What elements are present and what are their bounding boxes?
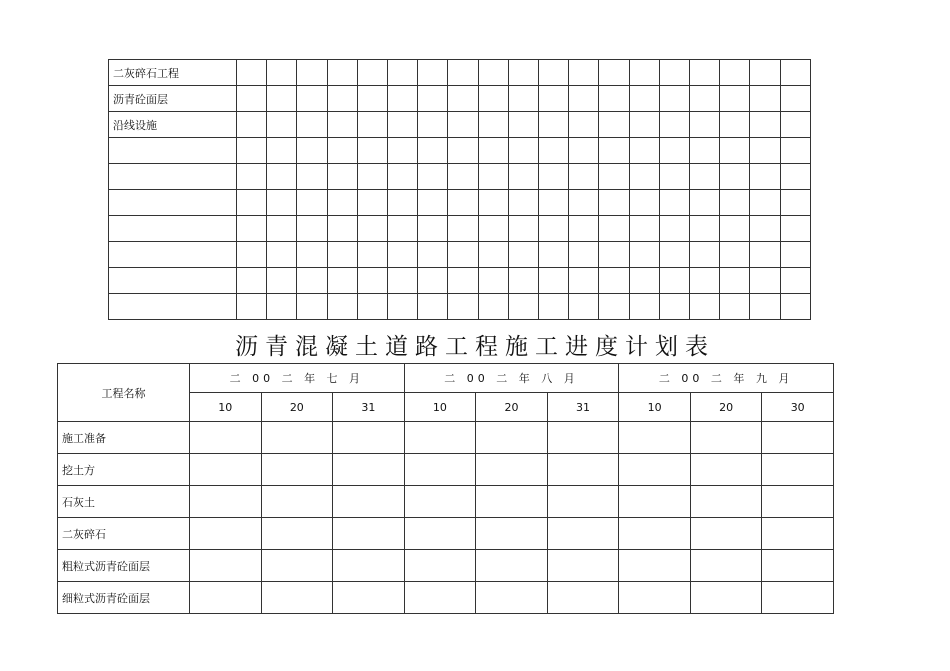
task-row — [58, 454, 834, 486]
schedule-cell — [297, 242, 327, 268]
schedule-cell — [599, 86, 629, 112]
schedule-cell — [599, 60, 629, 86]
schedule-cell — [569, 60, 599, 86]
schedule-cell — [404, 486, 476, 518]
schedule-cell — [508, 294, 538, 320]
schedule-cell — [478, 242, 508, 268]
schedule-cell — [750, 138, 780, 164]
top-table-row — [109, 138, 811, 164]
schedule-cell — [476, 486, 548, 518]
schedule-cell — [599, 112, 629, 138]
schedule-cell — [750, 216, 780, 242]
day-header: 20 — [690, 393, 762, 422]
schedule-cell — [659, 190, 689, 216]
schedule-cell — [267, 112, 297, 138]
schedule-cell — [508, 112, 538, 138]
schedule-cell — [418, 294, 448, 320]
schedule-cell — [237, 164, 267, 190]
schedule-cell — [780, 86, 810, 112]
task-row — [58, 582, 834, 614]
schedule-cell — [547, 454, 619, 486]
top-row-label — [109, 294, 237, 320]
schedule-cell — [297, 268, 327, 294]
schedule-cell — [478, 190, 508, 216]
schedule-cell — [720, 268, 750, 294]
top-row-label — [109, 216, 237, 242]
day-header: 10 — [190, 393, 262, 422]
schedule-cell — [659, 164, 689, 190]
top-table-row — [109, 242, 811, 268]
schedule-cell — [297, 190, 327, 216]
schedule-cell — [690, 454, 762, 486]
top-table-row — [109, 60, 811, 86]
schedule-cell — [448, 164, 478, 190]
schedule-cell — [569, 190, 599, 216]
schedule-cell — [599, 138, 629, 164]
schedule-cell — [237, 268, 267, 294]
top-row-label — [109, 268, 237, 294]
schedule-cell — [237, 190, 267, 216]
schedule-cell — [750, 112, 780, 138]
schedule-cell — [780, 164, 810, 190]
day-header: 31 — [333, 393, 405, 422]
schedule-cell — [659, 138, 689, 164]
schedule-cell — [327, 268, 357, 294]
task-label: 挖土方 — [58, 454, 190, 486]
schedule-cell — [629, 242, 659, 268]
schedule-cell — [261, 454, 333, 486]
schedule-cell — [261, 582, 333, 614]
schedule-cell — [599, 164, 629, 190]
schedule-cell — [357, 268, 387, 294]
schedule-cell — [690, 518, 762, 550]
schedule-cell — [448, 138, 478, 164]
schedule-cell — [539, 268, 569, 294]
schedule-cell — [327, 190, 357, 216]
top-row-label — [109, 164, 237, 190]
task-row — [58, 422, 834, 454]
schedule-cell — [599, 216, 629, 242]
schedule-cell — [629, 294, 659, 320]
month-header: 二 00 二 年 九 月 — [619, 364, 834, 393]
schedule-cell — [448, 242, 478, 268]
schedule-cell — [690, 242, 720, 268]
schedule-cell — [297, 164, 327, 190]
schedule-cell — [690, 190, 720, 216]
schedule-cell — [659, 216, 689, 242]
schedule-cell — [720, 112, 750, 138]
day-header: 10 — [619, 393, 691, 422]
schedule-cell — [780, 242, 810, 268]
schedule-cell — [388, 60, 418, 86]
schedule-cell — [750, 190, 780, 216]
schedule-cell — [659, 242, 689, 268]
schedule-cell — [357, 60, 387, 86]
schedule-cell — [261, 550, 333, 582]
schedule-cell — [418, 138, 448, 164]
schedule-cell — [237, 112, 267, 138]
schedule-cell — [690, 582, 762, 614]
schedule-cell — [750, 242, 780, 268]
schedule-cell — [780, 138, 810, 164]
schedule-cell — [357, 242, 387, 268]
schedule-cell — [357, 216, 387, 242]
schedule-cell — [720, 164, 750, 190]
schedule-cell — [619, 486, 691, 518]
schedule-cell — [448, 294, 478, 320]
schedule-cell — [478, 294, 508, 320]
schedule-cell — [547, 518, 619, 550]
schedule-cell — [762, 422, 834, 454]
schedule-cell — [267, 216, 297, 242]
schedule-cell — [508, 164, 538, 190]
schedule-cell — [720, 216, 750, 242]
schedule-cell — [190, 454, 262, 486]
schedule-cell — [690, 138, 720, 164]
schedule-cell — [267, 190, 297, 216]
day-header: 20 — [476, 393, 548, 422]
schedule-cell — [333, 454, 405, 486]
schedule-cell — [547, 486, 619, 518]
schedule-cell — [478, 112, 508, 138]
schedule-cell — [547, 550, 619, 582]
schedule-cell — [476, 454, 548, 486]
schedule-cell — [508, 242, 538, 268]
schedule-cell — [333, 550, 405, 582]
schedule-cell — [267, 86, 297, 112]
schedule-cell — [333, 486, 405, 518]
schedule-cell — [780, 216, 810, 242]
schedule-cell — [720, 294, 750, 320]
schedule-cell — [190, 582, 262, 614]
schedule-cell — [539, 112, 569, 138]
schedule-cell — [327, 60, 357, 86]
schedule-cell — [418, 216, 448, 242]
schedule-cell — [327, 242, 357, 268]
schedule-cell — [762, 582, 834, 614]
schedule-cell — [547, 582, 619, 614]
schedule-cell — [388, 112, 418, 138]
schedule-cell — [388, 294, 418, 320]
schedule-cell — [629, 190, 659, 216]
schedule-cell — [569, 216, 599, 242]
schedule-cell — [508, 86, 538, 112]
schedule-cell — [478, 86, 508, 112]
schedule-cell — [539, 138, 569, 164]
schedule-cell — [569, 86, 599, 112]
top-row-label: 二灰碎石工程 — [109, 60, 237, 86]
schedule-cell — [690, 86, 720, 112]
schedule-cell — [418, 60, 448, 86]
schedule-cell — [569, 164, 599, 190]
schedule-cell — [476, 550, 548, 582]
schedule-cell — [569, 268, 599, 294]
schedule-cell — [780, 112, 810, 138]
day-header: 30 — [762, 393, 834, 422]
schedule-cell — [357, 138, 387, 164]
schedule-cell — [720, 242, 750, 268]
schedule-cell — [237, 138, 267, 164]
task-label: 石灰土 — [58, 486, 190, 518]
schedule-cell — [780, 268, 810, 294]
schedule-cell — [418, 164, 448, 190]
task-label: 粗粒式沥青砼面层 — [58, 550, 190, 582]
top-table-row — [109, 216, 811, 242]
schedule-cell — [619, 518, 691, 550]
top-table-row — [109, 112, 811, 138]
schedule-cell — [388, 268, 418, 294]
schedule-cell — [629, 164, 659, 190]
schedule-cell — [190, 518, 262, 550]
schedule-cell — [690, 486, 762, 518]
schedule-cell — [629, 268, 659, 294]
schedule-cell — [599, 294, 629, 320]
schedule-cell — [267, 60, 297, 86]
schedule-cell — [539, 294, 569, 320]
schedule-cell — [476, 422, 548, 454]
schedule-table — [57, 363, 834, 614]
schedule-cell — [448, 190, 478, 216]
schedule-cell — [508, 190, 538, 216]
schedule-cell — [267, 164, 297, 190]
schedule-cell — [357, 112, 387, 138]
task-label: 细粒式沥青砼面层 — [58, 582, 190, 614]
schedule-cell — [388, 190, 418, 216]
top-row-label — [109, 138, 237, 164]
schedule-cell — [261, 422, 333, 454]
schedule-cell — [404, 454, 476, 486]
schedule-cell — [388, 164, 418, 190]
top-table-row — [109, 190, 811, 216]
schedule-cell — [720, 60, 750, 86]
schedule-cell — [267, 242, 297, 268]
schedule-cell — [629, 112, 659, 138]
schedule-cell — [327, 164, 357, 190]
schedule-cell — [237, 86, 267, 112]
schedule-cell — [476, 518, 548, 550]
schedule-cell — [261, 486, 333, 518]
schedule-cell — [267, 268, 297, 294]
schedule-cell — [690, 550, 762, 582]
schedule-cell — [720, 190, 750, 216]
schedule-cell — [508, 138, 538, 164]
schedule-cell — [508, 268, 538, 294]
schedule-cell — [762, 486, 834, 518]
schedule-cell — [539, 216, 569, 242]
schedule-cell — [690, 294, 720, 320]
schedule-cell — [478, 60, 508, 86]
schedule-cell — [659, 86, 689, 112]
schedule-cell — [404, 422, 476, 454]
schedule-cell — [418, 86, 448, 112]
schedule-cell — [690, 60, 720, 86]
schedule-cell — [539, 190, 569, 216]
schedule-cell — [418, 268, 448, 294]
schedule-cell — [539, 164, 569, 190]
schedule-cell — [599, 268, 629, 294]
schedule-cell — [448, 60, 478, 86]
schedule-cell — [762, 550, 834, 582]
schedule-cell — [418, 112, 448, 138]
schedule-cell — [619, 550, 691, 582]
schedule-cell — [690, 216, 720, 242]
schedule-cell — [357, 190, 387, 216]
schedule-cell — [388, 216, 418, 242]
schedule-cell — [780, 60, 810, 86]
schedule-cell — [478, 216, 508, 242]
schedule-cell — [404, 518, 476, 550]
schedule-cell — [659, 268, 689, 294]
schedule-cell — [190, 550, 262, 582]
day-header: 31 — [547, 393, 619, 422]
schedule-cell — [629, 86, 659, 112]
schedule-cell — [659, 294, 689, 320]
schedule-cell — [762, 454, 834, 486]
schedule-cell — [569, 112, 599, 138]
schedule-cell — [237, 242, 267, 268]
schedule-cell — [357, 164, 387, 190]
schedule-cell — [539, 60, 569, 86]
schedule-cell — [569, 294, 599, 320]
schedule-cell — [448, 86, 478, 112]
schedule-cell — [750, 294, 780, 320]
schedule-cell — [476, 582, 548, 614]
schedule-cell — [297, 294, 327, 320]
schedule-cell — [508, 216, 538, 242]
top-row-label: 沥青砼面层 — [109, 86, 237, 112]
schedule-cell — [448, 112, 478, 138]
schedule-cell — [297, 112, 327, 138]
schedule-cell — [547, 422, 619, 454]
schedule-cell — [327, 216, 357, 242]
schedule-cell — [690, 112, 720, 138]
schedule-cell — [297, 138, 327, 164]
schedule-cell — [418, 190, 448, 216]
schedule-cell — [357, 294, 387, 320]
schedule-cell — [327, 294, 357, 320]
schedule-cell — [762, 518, 834, 550]
schedule-cell — [659, 60, 689, 86]
schedule-cell — [297, 216, 327, 242]
page-title: 沥青混凝土道路工程施工进度计划表 — [235, 334, 715, 360]
schedule-cell — [267, 138, 297, 164]
month-header: 二 00 二 年 八 月 — [404, 364, 619, 393]
top-table-row — [109, 86, 811, 112]
schedule-cell — [333, 422, 405, 454]
schedule-cell — [261, 518, 333, 550]
schedule-cell — [357, 86, 387, 112]
schedule-cell — [297, 60, 327, 86]
schedule-cell — [750, 60, 780, 86]
schedule-cell — [599, 190, 629, 216]
task-label: 施工准备 — [58, 422, 190, 454]
schedule-cell — [333, 582, 405, 614]
task-row — [58, 486, 834, 518]
schedule-cell — [237, 60, 267, 86]
top-row-label — [109, 242, 237, 268]
schedule-cell — [619, 422, 691, 454]
schedule-cell — [720, 138, 750, 164]
task-label: 二灰碎石 — [58, 518, 190, 550]
task-row — [58, 550, 834, 582]
schedule-cell — [190, 486, 262, 518]
day-header: 10 — [404, 393, 476, 422]
schedule-cell — [478, 164, 508, 190]
task-row — [58, 518, 834, 550]
name-column-header: 工程名称 — [58, 364, 190, 422]
schedule-cell — [569, 138, 599, 164]
top-schedule-table — [108, 59, 811, 320]
schedule-cell — [327, 138, 357, 164]
top-table-row — [109, 164, 811, 190]
schedule-cell — [418, 242, 448, 268]
schedule-cell — [780, 294, 810, 320]
schedule-cell — [659, 112, 689, 138]
schedule-cell — [750, 268, 780, 294]
schedule-cell — [750, 164, 780, 190]
schedule-cell — [720, 86, 750, 112]
schedule-cell — [388, 242, 418, 268]
schedule-cell — [404, 582, 476, 614]
schedule-cell — [237, 294, 267, 320]
schedule-cell — [448, 268, 478, 294]
schedule-cell — [690, 268, 720, 294]
schedule-cell — [478, 268, 508, 294]
month-header: 二 00 二 年 七 月 — [190, 364, 405, 393]
schedule-cell — [629, 138, 659, 164]
month-header-row — [58, 364, 834, 393]
schedule-cell — [448, 216, 478, 242]
top-row-label — [109, 190, 237, 216]
top-table-row — [109, 294, 811, 320]
top-row-label: 沿线设施 — [109, 112, 237, 138]
schedule-cell — [750, 86, 780, 112]
schedule-cell — [404, 550, 476, 582]
schedule-cell — [388, 86, 418, 112]
schedule-cell — [539, 86, 569, 112]
schedule-cell — [388, 138, 418, 164]
schedule-cell — [569, 242, 599, 268]
schedule-cell — [690, 422, 762, 454]
schedule-cell — [619, 582, 691, 614]
schedule-cell — [599, 242, 629, 268]
top-table-row — [109, 268, 811, 294]
schedule-cell — [508, 60, 538, 86]
schedule-cell — [237, 216, 267, 242]
schedule-cell — [539, 242, 569, 268]
schedule-cell — [619, 454, 691, 486]
day-header: 20 — [261, 393, 333, 422]
schedule-cell — [333, 518, 405, 550]
schedule-cell — [327, 86, 357, 112]
schedule-cell — [629, 216, 659, 242]
schedule-cell — [267, 294, 297, 320]
schedule-cell — [478, 138, 508, 164]
schedule-cell — [190, 422, 262, 454]
schedule-cell — [629, 60, 659, 86]
schedule-cell — [327, 112, 357, 138]
schedule-cell — [297, 86, 327, 112]
schedule-cell — [780, 190, 810, 216]
schedule-cell — [690, 164, 720, 190]
